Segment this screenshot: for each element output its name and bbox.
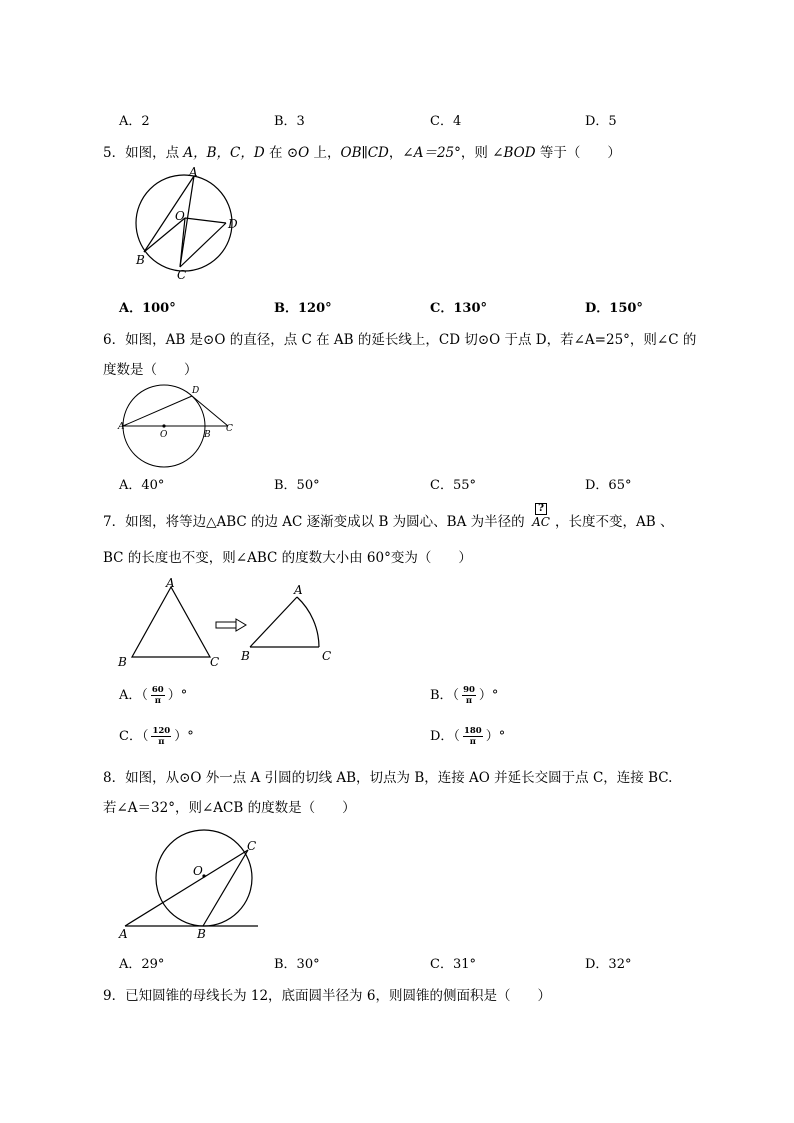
q8-label-o: O <box>193 864 203 878</box>
q7-option-c <box>119 725 194 747</box>
q5-stem-mid2: 上， <box>309 145 341 161</box>
q7-option-a <box>119 684 187 706</box>
q5-asked: ∠BOD <box>492 145 536 161</box>
q7-sector <box>250 597 319 647</box>
q6-label-d: D <box>192 386 200 396</box>
q7-arc-label: AC <box>532 515 550 529</box>
q5-angle: ∠A＝25° <box>402 145 461 161</box>
q7-label-a1: A <box>166 576 175 590</box>
q7-figure <box>115 575 340 667</box>
q5-option-a: A．100° <box>119 301 176 316</box>
q7-option-b-num: 90 <box>463 685 475 695</box>
q7-stem-line1-a: 7．如图，将等边△ABC 的边 AC 逐渐变成以 B 为圆心、BA 为半径的 <box>103 514 525 530</box>
q7-option-b <box>430 684 498 706</box>
q5-figure <box>125 160 245 285</box>
q7-option-c-fraction <box>151 726 171 747</box>
q6-option-a: A．40° <box>119 478 165 493</box>
q5-stem <box>103 141 621 161</box>
q5-label-d: D <box>228 217 238 231</box>
q7-option-c-num: 120 <box>152 726 171 736</box>
q7-stem-line2: BC 的长度也不变，则∠ABC 的度数大小由 60°变为（ ） <box>103 550 472 566</box>
q5-label-o: O <box>175 209 185 223</box>
q7-label-b1: B <box>118 655 127 669</box>
q5-label-a: A <box>189 165 198 179</box>
q7-option-b-fraction <box>462 685 476 706</box>
q5-label-b: B <box>136 253 145 267</box>
q5-option-c: C．130° <box>430 301 487 316</box>
q6-figure <box>118 380 243 470</box>
q6-label-a: A <box>118 422 125 432</box>
q7-option-d-den: π <box>469 737 476 747</box>
q7-option-a-suffix: ）° <box>167 688 188 703</box>
q8-label-c: C <box>247 839 257 853</box>
q9-stem-line1: 9．已知圆锥的母线长为 12，底面圆半径为 6，则圆锥的侧面积是（ ） <box>103 988 551 1004</box>
q4-option-b: B．3 <box>274 114 305 129</box>
q7-option-b-suffix: ）° <box>478 688 499 703</box>
q8-option-a: A．29° <box>119 957 165 972</box>
q5-option-b: B．120° <box>274 301 332 316</box>
q7-option-b-den: π <box>465 696 473 706</box>
q5-stem-mid4: ，则 <box>460 145 493 161</box>
q5-parallel: OB∥CD <box>340 145 389 161</box>
q6-option-d: D．65° <box>585 478 632 493</box>
q6-segment-dc <box>192 396 228 426</box>
q7-option-a-fraction <box>151 685 165 706</box>
q6-stem-line2: 度数是（ ） <box>103 362 198 378</box>
q7-option-b-prefix: B．（ <box>430 688 460 703</box>
q8-label-b: B <box>197 927 206 941</box>
q5-stem-mid3: ， <box>388 145 403 161</box>
q8-stem-line2: 若∠A＝32°，则∠ACB 的度数是（ ） <box>103 800 356 816</box>
q7-triangle <box>132 587 210 657</box>
q4-option-c: C．4 <box>430 114 462 129</box>
q7-option-d-fraction <box>463 726 483 747</box>
q6-option-b: B．50° <box>274 478 320 493</box>
q7-stem-line1-b: ，长度不变，AB 、 <box>555 514 674 530</box>
q7-option-d <box>430 725 505 747</box>
q8-segment-ac <box>125 850 248 926</box>
q7-arc-notation <box>530 503 552 529</box>
q5-stem-mid1: 在 <box>264 145 287 161</box>
q7-arc-symbol: ? <box>535 503 547 515</box>
q5-segment-cd <box>180 223 226 267</box>
q8-figure <box>116 830 276 942</box>
q5-segment-od <box>185 218 226 223</box>
q7-label-a2: A <box>294 583 303 597</box>
q8-option-b: B．30° <box>274 957 320 972</box>
q7-option-a-num: 60 <box>151 685 164 695</box>
q6-label-c: C <box>226 424 233 434</box>
q5-stem-end: 等于（ ） <box>535 145 621 161</box>
q8-option-c: C．31° <box>430 957 476 972</box>
q7-option-a-den: π <box>154 696 161 706</box>
q7-option-d-prefix: D．（ <box>430 729 460 744</box>
q6-label-o: O <box>160 430 168 440</box>
q6-option-c: C．55° <box>430 478 476 493</box>
q8-option-d: D．32° <box>585 957 632 972</box>
q7-option-c-prefix: C．（ <box>119 729 149 744</box>
q7-option-c-den: π <box>158 737 165 747</box>
q7-option-d-suffix: ）° <box>485 729 506 744</box>
q8-label-a: A <box>119 927 128 941</box>
q8-stem-line1: 8．如图，从⊙O 外一点 A 引圆的切线 AB，切点为 B，连接 AO 并延长交圆于点 C，连接 BC. <box>103 770 673 786</box>
q5-option-d: D．150° <box>585 301 643 316</box>
q4-option-d: D．5 <box>585 114 617 129</box>
q4-option-a: A．2 <box>119 114 150 129</box>
q5-stem-prefix: 5．如图，点 <box>103 145 184 161</box>
q5-label-c: C <box>177 268 187 282</box>
q6-label-b: B <box>204 430 211 440</box>
q6-segment-ad <box>123 396 192 426</box>
q5-segment-ob <box>144 218 185 252</box>
q7-option-c-suffix: ）° <box>174 729 194 744</box>
q7-label-b2: B <box>241 649 250 663</box>
q5-circle: ⊙O <box>286 145 310 161</box>
q5-points: A，B，C，D <box>183 145 265 161</box>
q7-option-d-num: 180 <box>463 726 482 736</box>
q7-option-a-prefix: A．（ <box>119 688 148 703</box>
q6-center-dot <box>162 424 165 427</box>
q7-label-c2: C <box>322 649 332 663</box>
q8-circle-shape <box>156 830 252 926</box>
q8-segment-bc <box>203 850 248 926</box>
q8-center-dot <box>202 874 205 877</box>
q7-arrow <box>216 619 246 631</box>
q6-stem-line1: 6．如图，AB 是⊙O 的直径，点 C 在 AB 的延长线上，CD 切⊙O 于点 D，若∠A=25°，则∠C 的 <box>103 332 697 348</box>
q7-label-c1: C <box>210 655 220 669</box>
